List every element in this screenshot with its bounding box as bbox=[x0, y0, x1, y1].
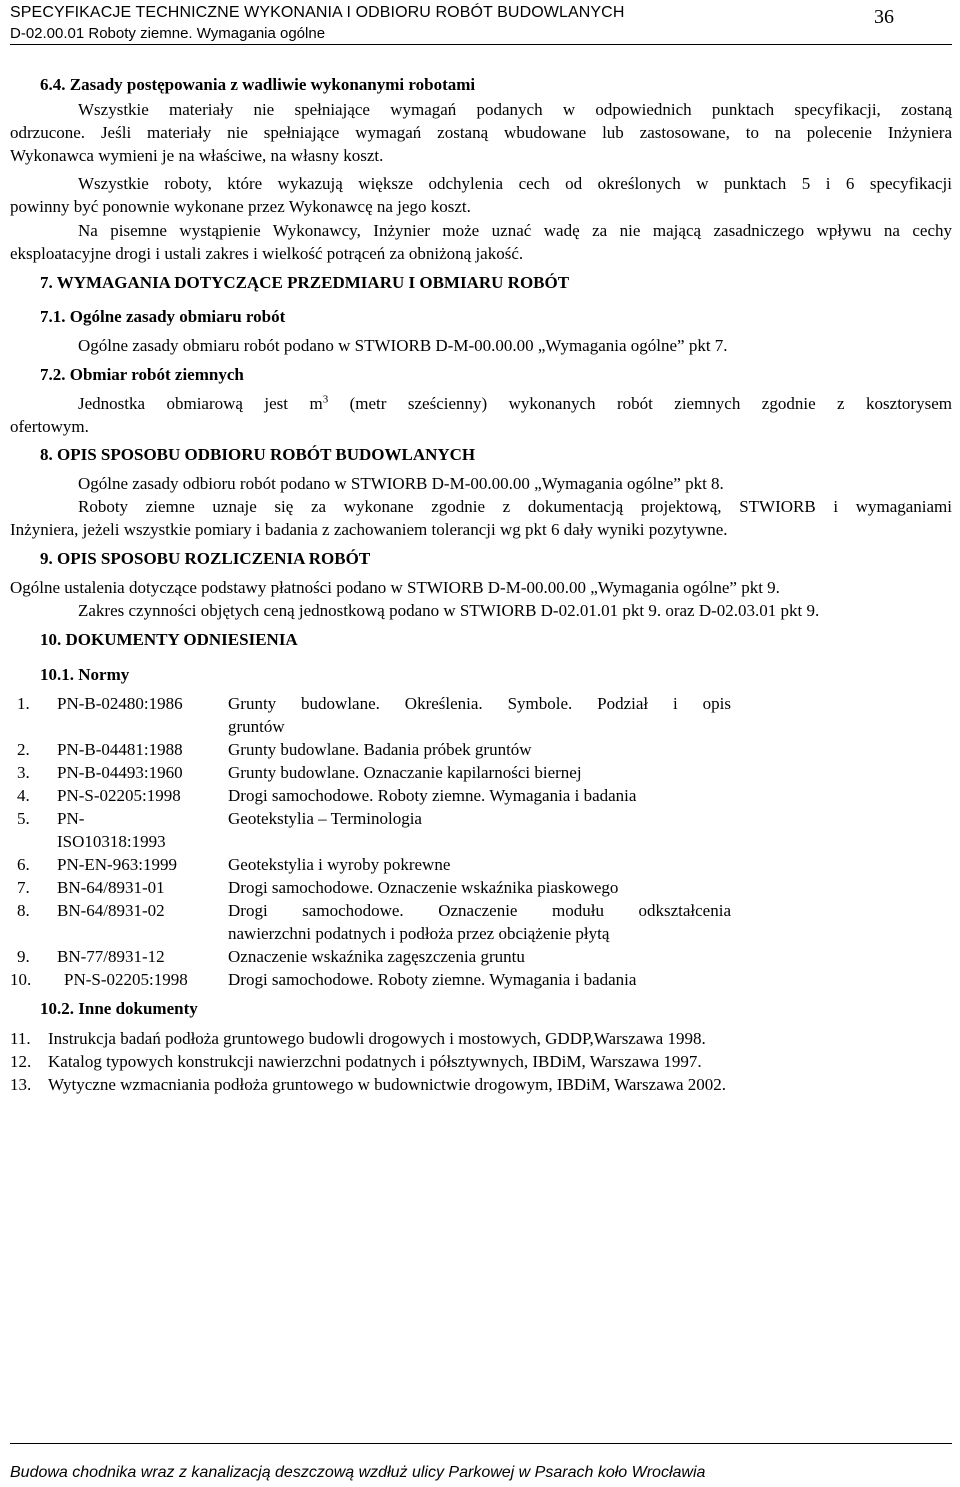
text-line: powinny być ponownie wykonane przez Wykonawcę na jego koszt. bbox=[10, 197, 471, 216]
norm-number: 4. bbox=[17, 786, 30, 805]
text-fragment: Jednostka obmiarową jest m bbox=[78, 394, 323, 413]
norm-code: BN-64/8931-01 bbox=[57, 878, 165, 897]
section-8-paragraph-1: Ogólne zasady odbioru robót podano w STWIORB D-M-00.00.00 „Wymagania ogólne” pkt 8. bbox=[78, 474, 724, 493]
norm-number: 1. bbox=[17, 694, 30, 713]
footer-text: Budowa chodnika wraz z kanalizacją deszczową wzdłuż ulicy Parkowej w Psarach koło Wrocławia bbox=[10, 1464, 706, 1481]
section-9-heading: 9. OPIS SPOSOBU ROZLICZENIA ROBÓT bbox=[40, 549, 371, 568]
norm-code: PN-S-02205:1998 bbox=[64, 970, 188, 989]
section-10-2-heading: 10.2. Inne dokumenty bbox=[40, 999, 198, 1018]
document-number: 12. bbox=[10, 1052, 32, 1071]
section-8-heading: 8. OPIS SPOSOBU ODBIORU ROBÓT BUDOWLANYCH bbox=[40, 445, 476, 464]
text-line: Inżyniera, jeżeli wszystkie pomiary i badania z zachowaniem tolerancji wg pkt 6 dały wyniki pozytywne. bbox=[10, 520, 728, 539]
norm-description: Geotekstylia i wyroby pokrewne bbox=[228, 855, 451, 874]
page-footer bbox=[10, 1443, 952, 1481]
norm-description: Geotekstylia – Terminologia bbox=[228, 809, 422, 828]
header-title: SPECYFIKACJE TECHNICZNE WYKONANIA I ODBIORU ROBÓT BUDOWLANYCH bbox=[10, 4, 625, 21]
norm-number: 5. bbox=[17, 809, 30, 828]
section-6-4-paragraph-2 bbox=[10, 172, 952, 218]
norm-number: 2. bbox=[17, 740, 30, 759]
text-line: Wykonawca wymieni je na właściwe, na własny koszt. bbox=[10, 146, 384, 165]
norm-number: 3. bbox=[17, 763, 30, 782]
page-number: 36 bbox=[874, 6, 894, 28]
text-line: Wszystkie materiały nie spełniające wymagań podanych w odpowiednich punktach specyfikacji, zostaną bbox=[78, 100, 952, 119]
norm-description: Drogi samochodowe. Roboty ziemne. Wymagania i badania bbox=[228, 786, 637, 805]
norm-description: Drogi samochodowe. Roboty ziemne. Wymagania i badania bbox=[228, 970, 637, 989]
section-6-4-paragraph-1 bbox=[10, 98, 952, 167]
norm-description-continued: gruntów bbox=[228, 717, 285, 736]
page-header bbox=[10, 2, 952, 45]
section-6-4-heading: 6.4. Zasady postępowania z wadliwie wykonanymi robotami bbox=[40, 75, 476, 94]
section-9-paragraph-1: Ogólne ustalenia dotyczące podstawy płatności podano w STWIORB D-M-00.00.00 „Wymagania ogólne” pkt 9. bbox=[10, 578, 780, 597]
norm-code: BN-64/8931-02 bbox=[57, 901, 165, 920]
document-text: Wytyczne wzmacniania podłoża gruntowego w budownictwie drogowym, IBDiM, Warszawa 2002. bbox=[48, 1075, 727, 1094]
norm-code: PN-S-02205:1998 bbox=[57, 786, 181, 805]
norm-description: Grunty budowlane. Określenia. Symbole. Podział i opis bbox=[228, 694, 731, 713]
section-6-4-paragraph-3 bbox=[10, 219, 952, 265]
text-line: Wszystkie roboty, które wykazują większe odchylenia cech od określonych w punktach 5 i 6 specyfikacji bbox=[78, 174, 952, 193]
norm-description: Grunty budowlane. Badania próbek gruntów bbox=[228, 740, 532, 759]
norm-code: PN-B-04481:1988 bbox=[57, 740, 183, 759]
section-7-heading: 7. WYMAGANIA DOTYCZĄCE PRZEDMIARU I OBMIARU ROBÓT bbox=[40, 273, 570, 292]
text-line: eksploatacyjne drogi i ustali zakres i wielkość potrąceń za obniżoną jakość. bbox=[10, 244, 524, 263]
section-7-2-paragraph bbox=[10, 392, 952, 438]
section-10-1-heading: 10.1. Normy bbox=[40, 665, 130, 684]
norm-description: Drogi samochodowe. Oznaczenie wskaźnika piaskowego bbox=[228, 878, 619, 897]
norm-description: Oznaczenie wskaźnika zagęszczenia gruntu bbox=[228, 947, 525, 966]
document-number: 13. bbox=[10, 1075, 32, 1094]
document-text: Katalog typowych konstrukcji nawierzchni podatnych i półsztywnych, IBDiM, Warszawa 1997. bbox=[48, 1052, 702, 1071]
norm-number: 8. bbox=[17, 901, 30, 920]
section-7-2-heading: 7.2. Obmiar robót ziemnych bbox=[40, 365, 244, 384]
norm-number: 6. bbox=[17, 855, 30, 874]
norm-code: PN-B-04493:1960 bbox=[57, 763, 183, 782]
norm-code: PN-EN-963:1999 bbox=[57, 855, 177, 874]
superscript: 3 bbox=[322, 393, 329, 406]
norm-description: Grunty budowlane. Oznaczanie kapilarności biernej bbox=[228, 763, 582, 782]
norm-code-continued: ISO10318:1993 bbox=[57, 832, 166, 851]
section-8-paragraph-2 bbox=[10, 495, 952, 541]
section-7-1-text: Ogólne zasady obmiaru robót podano w STWIORB D-M-00.00.00 „Wymagania ogólne” pkt 7. bbox=[78, 336, 728, 355]
section-10-heading: 10. DOKUMENTY ODNIESIENIA bbox=[40, 630, 298, 649]
document-text: Instrukcja badań podłoża gruntowego budowli drogowych i mostowych, GDDP,Warszawa 1998. bbox=[48, 1029, 706, 1048]
norm-code: BN-77/8931-12 bbox=[57, 947, 165, 966]
header-subtitle: D-02.00.01 Roboty ziemne. Wymagania ogólne bbox=[10, 25, 326, 42]
norm-description-continued: nawierzchni podatnych i podłoża przez obciążenie płytą bbox=[228, 924, 610, 943]
document-number: 11. bbox=[10, 1029, 31, 1048]
text-line: odrzucone. Jeśli materiały nie spełniające wymagań zostaną wbudowane lub zastosowane, to na polecenie Inżyniera bbox=[10, 123, 952, 142]
text-line: ofertowym. bbox=[10, 417, 89, 436]
norm-code: PN- bbox=[57, 809, 85, 828]
norm-number: 7. bbox=[17, 878, 30, 897]
norm-number: 10. bbox=[10, 970, 32, 989]
norm-code: PN-B-02480:1986 bbox=[57, 694, 183, 713]
section-7-1-heading: 7.1. Ogólne zasady obmiaru robót bbox=[40, 307, 286, 326]
text-line bbox=[10, 392, 952, 415]
text-fragment: (metr sześcienny) wykonanych robót ziemnych zgodnie z kosztorysem bbox=[328, 394, 952, 413]
text-line: Roboty ziemne uznaje się za wykonane zgodnie z dokumentacją projektową, STWIORB i wymaganiami bbox=[78, 497, 952, 516]
norm-number: 9. bbox=[17, 947, 30, 966]
norm-description: Drogi samochodowe. Oznaczenie modułu odkształcenia bbox=[228, 901, 731, 920]
text-line: Na pisemne wystąpienie Wykonawcy, Inżynier może uznać wadę za nie mającą zasadniczego wpływu na cechy bbox=[78, 221, 952, 240]
section-9-paragraph-2: Zakres czynności objętych ceną jednostkową podano w STWIORB D-02.01.01 pkt 9. oraz D-02.03.01 pkt 9. bbox=[78, 601, 820, 620]
